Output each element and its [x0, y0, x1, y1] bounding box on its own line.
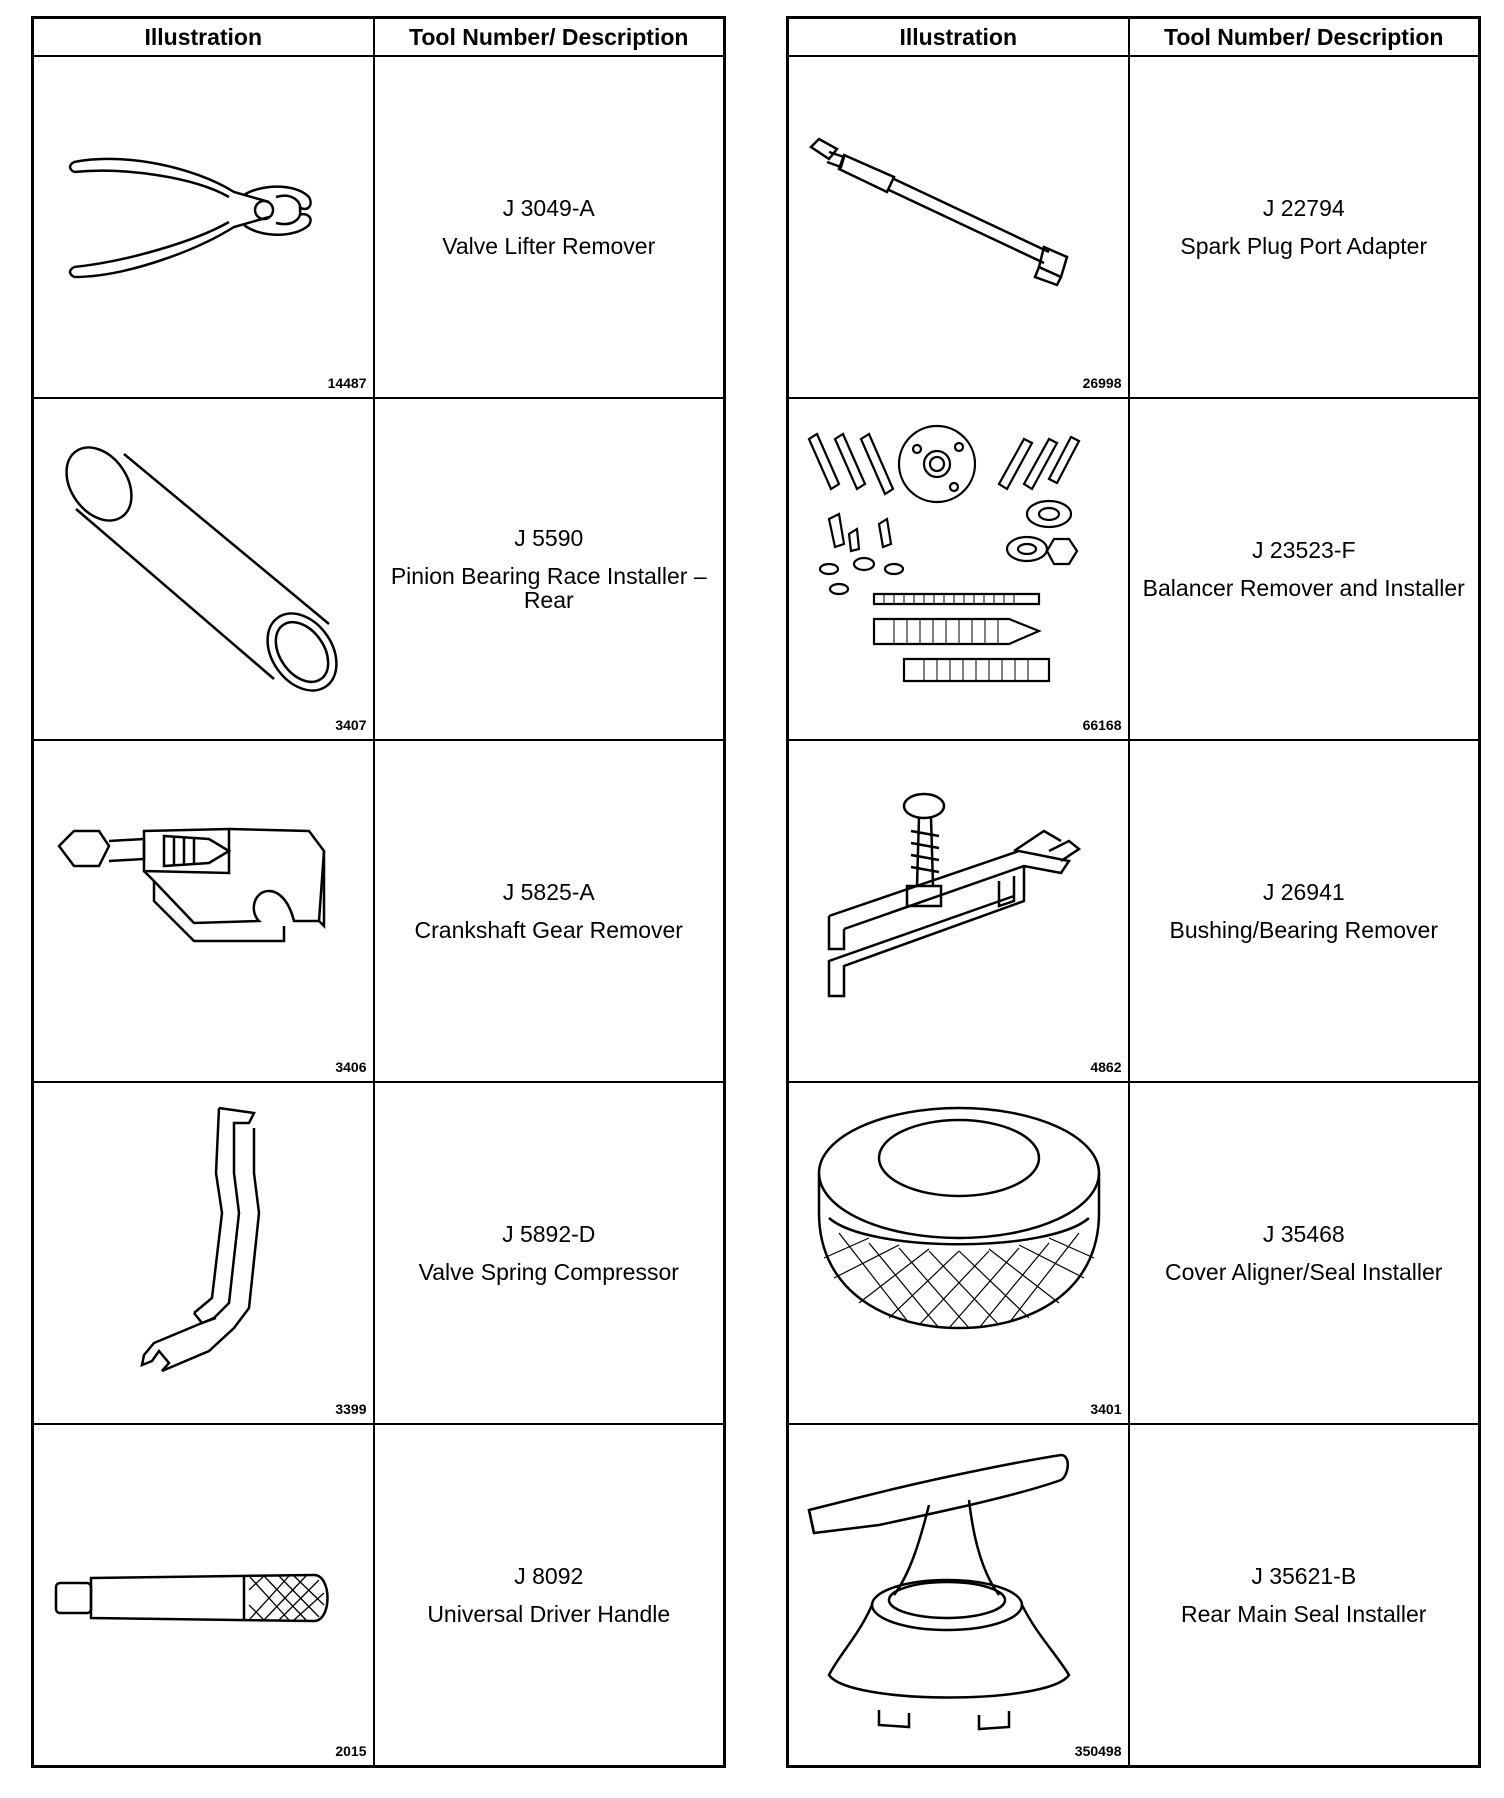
tools-table-right	[786, 16, 1481, 1768]
driver-handle-icon	[44, 1435, 364, 1735]
tool-name: Spark Plug Port Adapter	[1180, 233, 1428, 259]
illustration-cell	[788, 398, 1129, 740]
tool-name: Bushing/Bearing Remover	[1169, 917, 1438, 943]
table-row	[788, 740, 1480, 1082]
pliers-icon	[44, 67, 364, 367]
figure-number: 66168	[1082, 717, 1122, 733]
description-cell	[374, 56, 725, 398]
table-row	[33, 56, 725, 398]
description-cell	[1129, 56, 1480, 398]
table-row	[788, 1424, 1480, 1767]
figure-number: 3407	[335, 717, 367, 733]
bolt-kit-icon	[799, 409, 1119, 709]
description-cell	[1129, 1082, 1480, 1424]
lever-icon	[44, 1093, 364, 1393]
tool-number: J 5892-D	[502, 1220, 596, 1247]
gear-puller-icon	[44, 751, 364, 1051]
header-description: Tool Number/ Description	[1129, 18, 1480, 57]
description-cell	[1129, 1424, 1480, 1767]
figure-number: 3406	[335, 1059, 367, 1075]
tool-number: J 3049-A	[502, 194, 595, 221]
figure-number: 350498	[1074, 1743, 1122, 1759]
tool-name: Universal Driver Handle	[427, 1601, 671, 1627]
bushing-remover-icon	[799, 751, 1119, 1051]
tool-number: J 35621-B	[1251, 1562, 1357, 1589]
illustration-cell	[33, 740, 374, 1082]
figure-number: 26998	[1082, 375, 1122, 391]
illustration-cell	[788, 1424, 1129, 1767]
knurled-cylinder-icon	[799, 1093, 1119, 1393]
figure-number: 3399	[335, 1401, 367, 1417]
tube-icon	[44, 409, 364, 709]
description-cell	[374, 1082, 725, 1424]
illustration-cell	[33, 56, 374, 398]
figure-number: 3401	[1090, 1401, 1122, 1417]
tool-number: J 22794	[1262, 194, 1345, 221]
tool-number: J 23523-F	[1251, 536, 1356, 563]
seal-installer-icon	[799, 1435, 1119, 1735]
tool-number: J 5825-A	[502, 878, 595, 905]
tool-number: J 35468	[1262, 1220, 1345, 1247]
illustration-cell	[33, 1424, 374, 1767]
table-row	[788, 1082, 1480, 1424]
description-cell	[374, 398, 725, 740]
tools-table-left	[31, 16, 726, 1768]
tool-number: J 26941	[1262, 878, 1345, 905]
illustration-cell	[788, 56, 1129, 398]
table-row	[33, 1082, 725, 1424]
header-illustration: Illustration	[788, 18, 1129, 57]
header-illustration: Illustration	[33, 18, 374, 57]
port-adapter-icon	[799, 67, 1119, 367]
tool-name: Valve Lifter Remover	[442, 233, 656, 259]
tool-name: Pinion Bearing Race Installer – Rear	[390, 562, 707, 614]
description-cell	[1129, 740, 1480, 1082]
figure-number: 2015	[335, 1743, 367, 1759]
tool-name: Cover Aligner/Seal Installer	[1165, 1259, 1443, 1285]
tool-name: Balancer Remover and Installer	[1142, 575, 1465, 601]
table-row	[33, 398, 725, 740]
header-description: Tool Number/ Description	[374, 18, 725, 57]
illustration-cell	[33, 398, 374, 740]
description-cell	[1129, 398, 1480, 740]
description-cell	[374, 740, 725, 1082]
figure-number: 14487	[327, 375, 367, 391]
illustration-cell	[788, 740, 1129, 1082]
description-cell	[374, 1424, 725, 1767]
tool-name: Rear Main Seal Installer	[1181, 1601, 1427, 1627]
table-row	[788, 56, 1480, 398]
tool-name: Crankshaft Gear Remover	[414, 917, 683, 943]
tool-number: J 5590	[514, 524, 584, 551]
tool-number: J 8092	[514, 1562, 584, 1589]
table-row	[33, 1424, 725, 1767]
illustration-cell	[788, 1082, 1129, 1424]
table-row	[33, 740, 725, 1082]
illustration-cell	[33, 1082, 374, 1424]
table-row	[788, 398, 1480, 740]
figure-number: 4862	[1090, 1059, 1122, 1075]
tool-name: Valve Spring Compressor	[418, 1259, 679, 1285]
